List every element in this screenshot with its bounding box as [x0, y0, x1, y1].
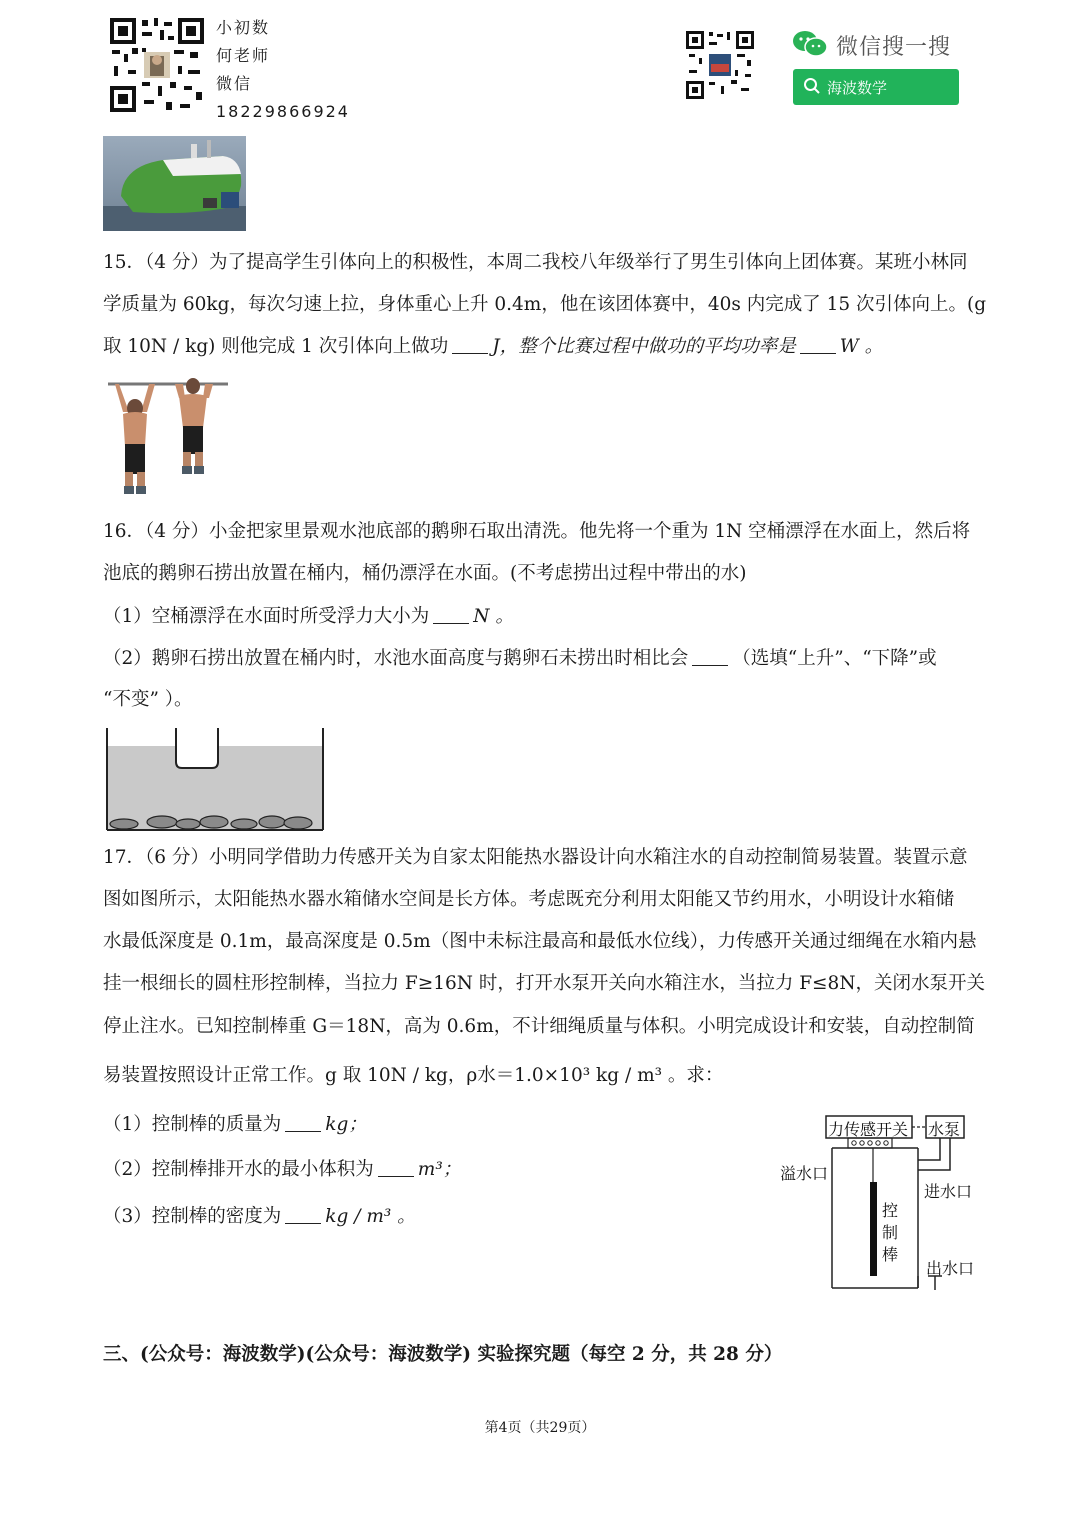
- outlet-label: 出水口: [926, 1259, 975, 1278]
- wechat-search-button[interactable]: [793, 69, 959, 105]
- q16-sub2-text: （2）鹅卵石捞出放置在桶内时，水池水面高度与鹅卵石未捞出时相比会: [103, 648, 689, 669]
- q17-text-line1: 17．（6 分）小明同学借助力传感开关为自家太阳能热水器设计向水箱注水的自动控制简易装置。装置示意: [103, 847, 968, 868]
- submersible-photo: [103, 136, 246, 231]
- q15-text-line2: 学质量为 60kg，每次匀速上拉，身体重心上升 0.4m，他在该团体赛中，40s 内完成了 15 次引体向上。(g: [103, 294, 987, 315]
- wechat-qr-code: [685, 30, 755, 100]
- q17-sub1-unit: kg；: [325, 1114, 367, 1135]
- contact-teacher-text: 何老师: [216, 46, 271, 65]
- q17-sub3-unit: kg / m³ 。: [325, 1206, 416, 1227]
- tank-control-diagram: [778, 1112, 978, 1294]
- q17-sub2-unit: m³；: [417, 1159, 462, 1180]
- q16-sub1-text: （1）空桶漂浮在水面时所受浮力大小为: [103, 606, 430, 627]
- q16-water-level-blank[interactable]: [692, 647, 728, 666]
- pump-label: 水泵: [928, 1120, 961, 1139]
- sensor-switch-label: 力传感开关: [828, 1120, 909, 1139]
- q17-sub2-text: （2）控制棒排开水的最小体积为: [103, 1159, 374, 1180]
- q16-text-line2: 池底的鹅卵石捞出放置在桶内，桶仍漂浮在水面。(不考虑捞出过程中带出的水): [103, 563, 747, 584]
- q16-buoyancy-blank[interactable]: [433, 605, 469, 624]
- pond-figure: [104, 728, 326, 832]
- q15-power-blank[interactable]: [800, 335, 836, 354]
- q16-text-line1: 16．（4 分）小金把家里景观水池底部的鹅卵石取出清洗。他先将一个重为 1N 空桶漂浮在水面上，然后将: [103, 521, 971, 542]
- q15-line3-part3: W 。: [839, 336, 884, 357]
- wechat-search-title: 微信搜一搜: [836, 35, 952, 60]
- q17-volume-blank[interactable]: [378, 1158, 414, 1177]
- rod-label: 控制棒: [882, 1201, 899, 1264]
- q16-sub2-cont: “不变” ）。: [103, 689, 193, 710]
- q16-sub1: [103, 605, 980, 629]
- q16-sub2-options: （选填“上升”、“下降”或: [732, 648, 937, 669]
- pull-up-figure: [103, 378, 233, 500]
- q17-sub3-text: （3）控制棒的密度为: [103, 1206, 282, 1227]
- search-icon: [803, 77, 821, 99]
- q17-text-line6: 易装置按照设计正常工作。g 取 10N / kg，ρ水＝1.0×10³ kg / m³ 。求：: [103, 1065, 724, 1086]
- q15-line3-part1: 取 10N / kg) 则他完成 1 次引体向上做功: [103, 336, 449, 357]
- q17-density-blank[interactable]: [285, 1205, 321, 1224]
- q17-sub1-text: （1）控制棒的质量为: [103, 1114, 282, 1135]
- section3-heading: 三、(公众号：海波数学)(公众号：海波数学) 实验探究题（每空 2 分，共 28 分）: [103, 1344, 783, 1365]
- q15-line3-part2: J，整个比赛过程中做功的平均功率是: [492, 336, 796, 357]
- q16-sub2: [103, 647, 980, 671]
- overflow-label: 溢水口: [780, 1164, 829, 1183]
- q17-text-line4: 挂一根细长的圆柱形控制棒，当拉力 F≥16N 时，打开水泵开关向水箱注水，当拉力 F≤8N，关闭水泵开关: [103, 973, 986, 994]
- q15-text-line3: [103, 335, 980, 359]
- q17-mass-blank[interactable]: [285, 1113, 321, 1132]
- wechat-logo-icon: [792, 30, 828, 58]
- q17-text-line2: 图如图所示，太阳能热水器水箱储水空间是长方体。考虑既充分利用太阳能又节约用水，小明设计水箱储: [103, 889, 955, 910]
- contact-subject-text: 小初数: [216, 18, 271, 37]
- inlet-label: 进水口: [924, 1182, 973, 1201]
- contact-wechat-text: 微信: [216, 74, 253, 93]
- contact-qr-code: [108, 16, 206, 114]
- q17-text-line3: 水最低深度是 0.1m，最高深度是 0.5m（图中未标注最高和最低水位线），力传感开关通过细绳在水箱内悬: [103, 931, 977, 952]
- contact-phone-text: 18229866924: [216, 102, 350, 121]
- q16-sub1-unit: N 。: [473, 606, 514, 627]
- q15-text-line1: 15．（4 分）为了提高学生引体向上的积极性，本周二我校八年级举行了男生引体向上团体赛。某班小林同: [103, 252, 968, 273]
- q17-text-line5: 停止注水。已知控制棒重 G＝18N，高为 0.6m，不计细绳质量与体积。小明完成设计和安装，自动控制简: [103, 1016, 975, 1037]
- page-number: 第4页（共29页）: [484, 1420, 596, 1436]
- q15-work-blank[interactable]: [452, 335, 488, 354]
- wechat-search-button-label: 海波数学: [827, 79, 888, 97]
